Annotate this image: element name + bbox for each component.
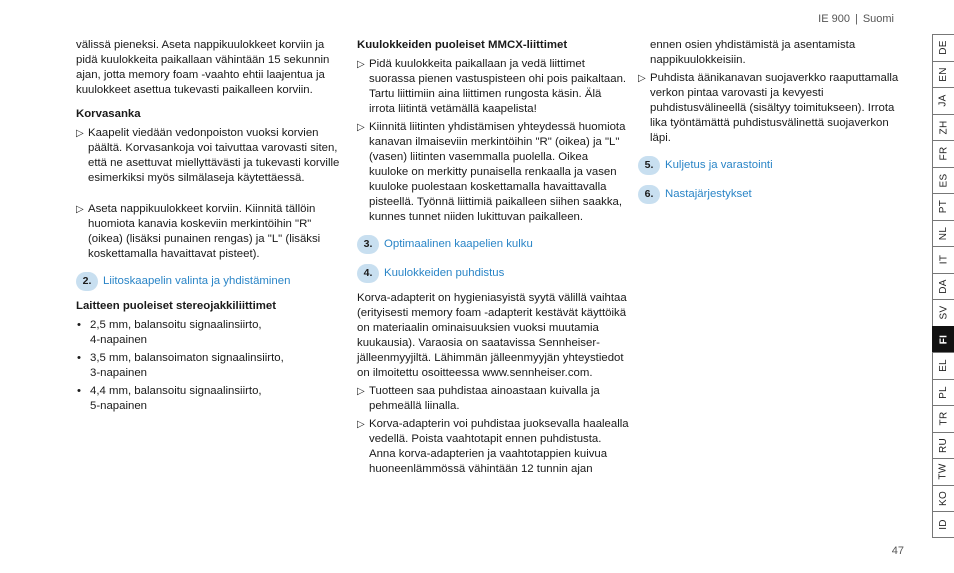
language-tab-nl[interactable] bbox=[932, 220, 954, 247]
language-tab-es[interactable] bbox=[932, 167, 954, 194]
language-tab-label: FI bbox=[938, 334, 949, 344]
list-item bbox=[638, 71, 908, 146]
mmcx-heading: Kuulokkeiden puoleiset MMCX-liittimet bbox=[357, 39, 568, 51]
language-tab-label: SV bbox=[937, 305, 949, 320]
list-item bbox=[357, 57, 629, 117]
language-tab-label: EL bbox=[938, 359, 949, 373]
section-number-badge: 5. bbox=[638, 156, 660, 175]
section-6-heading bbox=[638, 185, 908, 204]
language-tab-label: PT bbox=[937, 200, 949, 214]
section-number-badge: 2. bbox=[76, 272, 98, 291]
language-tab-label: ID bbox=[937, 518, 949, 530]
language-tab-ru[interactable] bbox=[932, 432, 954, 459]
list-item bbox=[76, 318, 346, 348]
section-number-badge: 4. bbox=[357, 264, 379, 283]
bullet-text: Korva-adapterin voi puhdistaa juoksevalla haalealla vedellä. Poista vaahtotapit ennen puhdistusta. Anna korva-adapterien ja vaahtotappien kuivua huoneenlämmössä vähintään 12 tunnin ajan bbox=[369, 418, 629, 475]
list-item bbox=[357, 417, 629, 477]
language-tab-fr[interactable] bbox=[932, 140, 954, 167]
language-tab-sv[interactable] bbox=[932, 299, 954, 326]
language-tab-el[interactable] bbox=[932, 352, 954, 379]
language-tab-zh[interactable] bbox=[932, 114, 954, 141]
language-tab-tw[interactable] bbox=[932, 458, 954, 485]
bullet-text: Pidä kuulokkeita paikallaan ja vedä liittimet suorassa pienen vastuspisteen ohi pois paikaltaan. Tartu liittimiin aina liittimen rungosta käsin. Älä irrota liitintä vetämällä kaapelista! bbox=[369, 58, 627, 115]
page-number: 47 bbox=[891, 545, 904, 557]
dot-text: 2,5 mm, balansoitu signaalinsiirto, bbox=[90, 319, 262, 331]
language-tab-ja[interactable] bbox=[932, 87, 954, 114]
list-item bbox=[357, 384, 629, 414]
korvasanka-heading: Korvasanka bbox=[76, 108, 141, 120]
column-1 bbox=[76, 38, 346, 417]
language-tab-label: DE bbox=[938, 40, 949, 55]
triangle-bullet-icon: ▷ bbox=[357, 419, 365, 430]
language-tabs bbox=[932, 34, 954, 538]
language-tab-pt[interactable] bbox=[932, 193, 954, 220]
list-item bbox=[76, 126, 346, 186]
language-tab-da[interactable] bbox=[932, 273, 954, 300]
triangle-bullet-icon: ▷ bbox=[76, 204, 84, 215]
language-tab-it[interactable] bbox=[932, 246, 954, 273]
header-separator: | bbox=[854, 13, 858, 25]
bullet-text: Kiinnitä liitinten yhdistämisen yhteydessä huomiota kanavan ilmaiseviin merkintöihin "R" (oikea) ja "L" (vasen) liitinten vasemmalla puolella. Oikea kuuloke on merkitty punaisella renkaalla ja vasen kuuloke puolestaan koskettamalla havaittavalla pisteellä. Työnnä liittimiä paikalleen siihen saakka, kunnes tunnet niiden lukittuvan paikalleen. bbox=[369, 121, 626, 223]
language-tab-id[interactable] bbox=[932, 511, 954, 538]
page-header bbox=[818, 12, 894, 27]
language-tab-label: IT bbox=[938, 255, 949, 265]
dot-text: 3-napainen bbox=[90, 367, 148, 379]
language-tab-de[interactable] bbox=[932, 34, 954, 61]
bullet-text: Tuotteen saa puhdistaa ainoastaan kuivalla ja pehmeällä liinalla. bbox=[369, 385, 600, 412]
bullet-text: Aseta nappikuulokkeet korviin. Kiinnitä tällöin huomiota kanavia koskeviin merkintöihin "R" (oikea) (lisäksi punainen rengas) ja "L" (lisäksi koskettamalla havaittavat pisteet). bbox=[88, 203, 321, 260]
language-tab-label: TW bbox=[938, 463, 949, 480]
language-tab-label: TR bbox=[938, 411, 949, 426]
continued-text: ennen osien yhdistämistä ja asentamista nappikuulokkeisiin. bbox=[650, 39, 856, 66]
dot-bullet-icon: • bbox=[77, 385, 81, 397]
section-2-heading bbox=[76, 272, 346, 291]
section-title: Nastajärjestykset bbox=[665, 188, 752, 200]
language-tab-label: DA bbox=[938, 279, 949, 294]
dot-text: 4,4 mm, balansoitu signaalinsiirto, bbox=[90, 385, 262, 397]
language-tab-label: JA bbox=[938, 94, 949, 107]
language-tab-label: RU bbox=[937, 437, 949, 453]
section-title: Kuulokkeiden puhdistus bbox=[384, 267, 505, 279]
bullet-text: Kaapelit viedään vedonpoiston vuoksi korvien päältä. Korvasankoja voi taivuttaa varovasti siten, että ne asettuvat miellyttävästi ja tukevasti korville esimerkiksi myös silmälaseja käytettäessä. bbox=[88, 127, 340, 184]
product-name: IE 900 bbox=[818, 13, 850, 25]
section-4-heading bbox=[357, 264, 629, 283]
list-item bbox=[76, 384, 346, 414]
language-tab-label: PL bbox=[938, 385, 949, 399]
language-tab-en[interactable] bbox=[932, 61, 954, 88]
language-tab-label: KO bbox=[938, 490, 949, 506]
triangle-bullet-icon: ▷ bbox=[357, 122, 365, 133]
language-tab-pl[interactable] bbox=[932, 379, 954, 406]
language-tab-label: ZH bbox=[938, 120, 949, 135]
language-tab-label: ES bbox=[937, 173, 949, 188]
intro-paragraph: välissä pieneksi. Aseta nappikuulokkeet korviin ja pidä kuulokkeita paikallaan vähintään 15 sekunnin ajan, jotta memory foam -vaahto ehtii laajentua ja kuulokkeet asettua tukevasti paikalleen korviin. bbox=[76, 39, 330, 96]
section-number-badge: 3. bbox=[357, 235, 379, 254]
triangle-bullet-icon: ▷ bbox=[357, 59, 365, 70]
dot-text: 4-napainen bbox=[90, 334, 148, 346]
section-3-heading bbox=[357, 235, 629, 254]
dot-text: 3,5 mm, balansoimaton signaalinsiirto, bbox=[90, 352, 284, 364]
language-tab-tr[interactable] bbox=[932, 405, 954, 432]
language-tab-label: FR bbox=[938, 146, 949, 161]
section-title: Kuljetus ja varastointi bbox=[665, 159, 773, 171]
triangle-bullet-icon: ▷ bbox=[76, 128, 84, 139]
triangle-bullet-icon: ▷ bbox=[357, 386, 365, 397]
column-2 bbox=[357, 38, 629, 477]
section-title: Optimaalinen kaapelien kulku bbox=[384, 238, 533, 250]
language-tab-label: NL bbox=[937, 226, 949, 240]
header-language: Suomi bbox=[862, 13, 894, 25]
language-tab-fi[interactable] bbox=[932, 326, 954, 353]
dot-text: 5-napainen bbox=[90, 400, 148, 412]
cleaning-paragraph: Korva-adapterit on hygieniasyistä syytä välillä vaihtaa (erityisesti memory foam -adapterit kestävät käyttöikä on materiaalin ominaisuuksien vuoksi muutamia kuukausia). Varaosia on saatavissa Sennheiser-jälleenmyyjiltä. Lähimmän jälleenmyyjän yhteystiedot on ilmoitettu osoitteessa www.sennheiser.com. bbox=[357, 292, 627, 379]
language-tab-label: EN bbox=[938, 67, 949, 82]
column-3 bbox=[638, 38, 908, 212]
list-item bbox=[76, 202, 346, 262]
section-title: Liitoskaapelin valinta ja yhdistäminen bbox=[103, 275, 291, 287]
section-number-badge: 6. bbox=[638, 185, 660, 204]
dot-bullet-icon: • bbox=[77, 352, 81, 364]
language-tab-ko[interactable] bbox=[932, 485, 954, 512]
bullet-text: Puhdista äänikanavan suojaverkko raaputtamalla verkon pintaa varovasti ja kevyesti puhdistusvälineellä (sisältyy toimitukseen). Irrota lika työntämättä puhdistusvälinettä suojaverkon läpi. bbox=[650, 72, 899, 144]
triangle-bullet-icon: ▷ bbox=[638, 73, 646, 84]
list-item bbox=[76, 351, 346, 381]
section-5-heading bbox=[638, 156, 908, 175]
list-item bbox=[357, 120, 629, 225]
stereo-heading: Laitteen puoleiset stereojakkiliittimet bbox=[76, 300, 277, 312]
dot-bullet-icon: • bbox=[77, 319, 81, 331]
